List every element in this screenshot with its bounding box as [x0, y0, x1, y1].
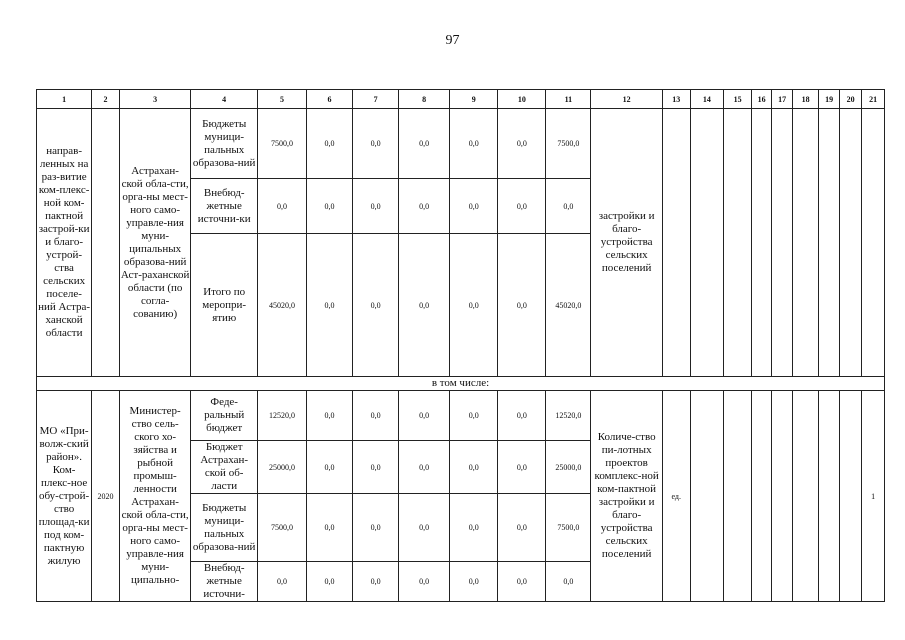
value-cell: 7500,0: [546, 109, 591, 179]
empty-cell: [724, 391, 752, 602]
col-header: 4: [191, 90, 257, 109]
value-cell: 45020,0: [546, 234, 591, 377]
col-header: 19: [819, 90, 839, 109]
value-cell: 0,0: [498, 179, 546, 234]
col-header: 10: [498, 90, 546, 109]
table-row: [37, 109, 885, 179]
empty-cell: [690, 109, 724, 377]
value-cell: 0,0: [450, 109, 498, 179]
executor-cell: Министер-ство сель-ского хо-зяйства и рыбной промыш-ленности Астрахан-ской обла-сти, орга-ны мест-ного само-управле-ния муни-ципально-: [119, 391, 191, 602]
page-number: 97: [445, 33, 460, 48]
value-cell: 0,0: [450, 179, 498, 234]
empty-cell: [751, 391, 771, 602]
value-cell: 0,0: [399, 441, 450, 494]
funding-source-cell: Бюджет Астрахан-ской об-ласти: [191, 441, 257, 494]
value-cell: 0,0: [257, 562, 306, 602]
value-cell: 0,0: [353, 562, 399, 602]
value-cell: 0,0: [399, 179, 450, 234]
value-cell: 0,0: [307, 494, 353, 562]
col-header: 5: [257, 90, 306, 109]
col-header: 7: [353, 90, 399, 109]
subtotal-note: в том числе:: [37, 377, 885, 391]
table-row: [37, 391, 885, 441]
value-cell: 12520,0: [546, 391, 591, 441]
value-cell: 0,0: [546, 562, 591, 602]
col-header: 21: [862, 90, 885, 109]
value-cell: 0,0: [307, 234, 353, 377]
activity-name-cell: направ-ленных на раз-витие ком-плекс-ной ком-пактной застрой-ки и благо-устрой-ства сельских поселе-ний Астра-ханской области: [37, 109, 92, 377]
table-row: [37, 377, 885, 391]
col-header: 1: [37, 90, 92, 109]
col-header: 12: [591, 90, 663, 109]
value-cell: 0,0: [498, 109, 546, 179]
value-cell: 0,0: [257, 179, 306, 234]
col-header: 11: [546, 90, 591, 109]
col-header: 13: [662, 90, 690, 109]
col-header: 15: [724, 90, 752, 109]
indicator-cell: Количе-ство пи-лотных проектов комплекс-ной ком-пактной застройки и благо-устройства сельских поселений: [591, 391, 663, 602]
empty-cell: [772, 391, 792, 602]
value-cell: 0,0: [450, 494, 498, 562]
value-cell: 0,0: [399, 234, 450, 377]
empty-cell: [792, 109, 819, 377]
funding-source-cell: Бюджеты муници-пальных образова-ний: [191, 109, 257, 179]
value-cell: 0,0: [307, 109, 353, 179]
value-cell: 0,0: [399, 109, 450, 179]
value-cell: 0,0: [450, 391, 498, 441]
empty-cell: [690, 391, 724, 602]
value-cell: 0,0: [307, 562, 353, 602]
col-header: 20: [839, 90, 862, 109]
empty-cell: [819, 391, 839, 602]
value-cell: 0,0: [353, 441, 399, 494]
value-cell: 0,0: [307, 179, 353, 234]
value-cell: 0,0: [353, 391, 399, 441]
unit-cell: ед.: [662, 391, 690, 602]
value-cell: 7500,0: [257, 109, 306, 179]
empty-cell: [792, 391, 819, 602]
executor-cell: Астрахан-ской обла-сти, орга-ны мест-ного само-управле-ния муни-ципальных образова-ний Аст-раханской области (по согла-сованию): [119, 109, 191, 377]
col-header: 18: [792, 90, 819, 109]
empty-cell: [819, 109, 839, 377]
value-cell: 45020,0: [257, 234, 306, 377]
value-cell: 0,0: [307, 441, 353, 494]
program-table: [36, 89, 885, 602]
value-cell: 0,0: [399, 562, 450, 602]
col-header: 3: [119, 90, 191, 109]
value-cell: 0,0: [498, 494, 546, 562]
target-value-cell: 1: [862, 391, 885, 602]
col-header: 14: [690, 90, 724, 109]
value-cell: 0,0: [450, 562, 498, 602]
value-cell: 25000,0: [257, 441, 306, 494]
funding-source-cell: Внебюд-жетные источни-: [191, 562, 257, 602]
col-header: 9: [450, 90, 498, 109]
value-cell: 0,0: [307, 391, 353, 441]
value-cell: 0,0: [450, 441, 498, 494]
indicator-cell: застройки и благо-устройства сельских поселений: [591, 109, 663, 377]
empty-cell: [772, 109, 792, 377]
value-cell: 0,0: [498, 562, 546, 602]
value-cell: 0,0: [353, 109, 399, 179]
col-header: 2: [92, 90, 120, 109]
value-cell: 0,0: [353, 179, 399, 234]
value-cell: 7500,0: [257, 494, 306, 562]
funding-source-cell: Итого по меропри-ятию: [191, 234, 257, 377]
year-cell: [92, 109, 120, 377]
empty-cell: [751, 109, 771, 377]
year-cell: 2020: [92, 391, 120, 602]
funding-source-cell: Феде-ральный бюджет: [191, 391, 257, 441]
empty-cell: [862, 109, 885, 377]
col-header: 16: [751, 90, 771, 109]
funding-source-cell: Бюджеты муници-пальных образова-ний: [191, 494, 257, 562]
value-cell: 12520,0: [257, 391, 306, 441]
value-cell: 0,0: [498, 234, 546, 377]
value-cell: 0,0: [546, 179, 591, 234]
value-cell: 0,0: [450, 234, 498, 377]
col-header: 8: [399, 90, 450, 109]
value-cell: 0,0: [353, 234, 399, 377]
value-cell: 0,0: [399, 494, 450, 562]
value-cell: 0,0: [498, 441, 546, 494]
empty-cell: [839, 391, 862, 602]
value-cell: 7500,0: [546, 494, 591, 562]
activity-name-cell: МО «При-волж-ский район». Ком-плекс-ное обу-строй-ство площад-ки под ком-пактную жилую: [37, 391, 92, 602]
funding-source-cell: Внебюд-жетные источни-ки: [191, 179, 257, 234]
empty-cell: [839, 109, 862, 377]
empty-cell: [662, 109, 690, 377]
col-header: 6: [307, 90, 353, 109]
value-cell: 0,0: [353, 494, 399, 562]
value-cell: 0,0: [399, 391, 450, 441]
value-cell: 0,0: [498, 391, 546, 441]
empty-cell: [724, 109, 752, 377]
header-row: [37, 90, 885, 109]
col-header: 17: [772, 90, 792, 109]
value-cell: 25000,0: [546, 441, 591, 494]
